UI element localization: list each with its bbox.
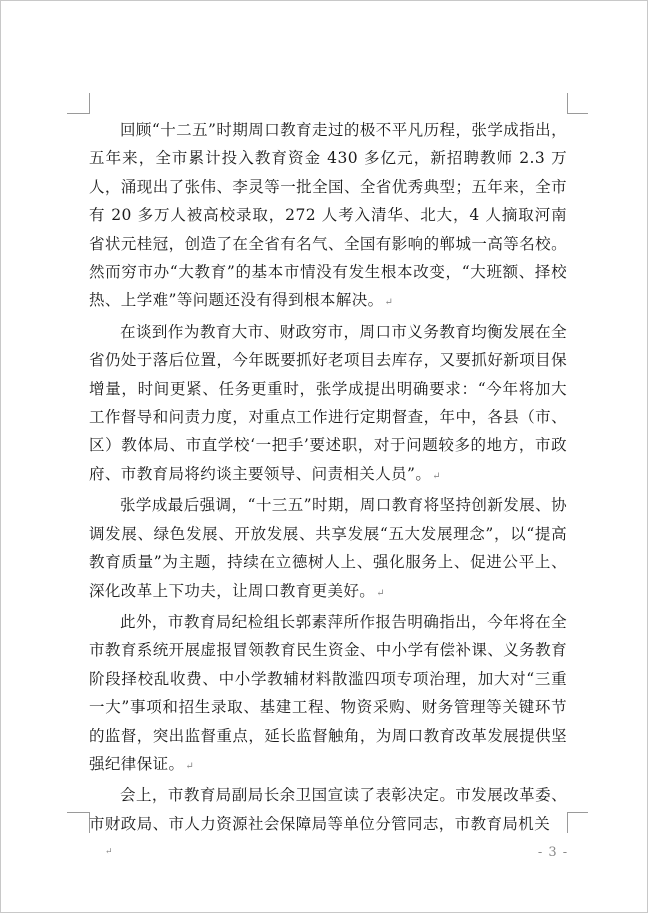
paragraph-2: [89, 318, 567, 491]
paragraph-4: [89, 608, 567, 781]
paragraph-text: 会上，市教育局副局长余卫国宣读了表彰决定。市发展改革委、市财政局、市人力资源社会保障局等单位分管同志，市教育局机关: [89, 786, 567, 833]
paragraph-mark-icon: ↵: [185, 760, 195, 772]
crop-mark-bottom-right: [567, 812, 588, 833]
footer-paragraph-mark-icon: ↵: [105, 847, 113, 857]
page-number: - 3 -: [537, 845, 569, 860]
paragraph-text: 此外，市教育局纪检组长郭素萍所作报告明确指出，今年将在全市教育系统开展虚报冒领教育民生资金、中小学有偿补课、义务教育阶段择校乱收费、中小学教辅材料散滥四项专项治理，加大对“三重一大”事项和招生录取、基建工程、物资采购、财务管理等关键环节的监督，突出监督重点，延长监督触角，为周口教育改革发展提供坚强纪律保证。: [89, 612, 567, 773]
crop-mark-bottom-left: [67, 812, 90, 833]
paragraph-mark-icon: ↵: [376, 587, 385, 599]
paragraph-text: 张学成最后强调，“十三五”时期，周口教育将坚持创新发展、协调发展、绿色发展、开放发展、共享发展“五大发展理念”，以“提高教育质量”为主题，持续在立德树人上、强化服务上、促进公平上、深化改革上下功夫，让周口教育更美好。: [89, 496, 567, 600]
crop-mark-top-right: [567, 93, 588, 114]
paragraph-text: 在谈到作为教育大市、财政穷市，周口市义务教育均衡发展在全省仍处于落后位置，今年既要抓好老项目去库存，又要抓好新项目保增量，时间更紧、任务更重时，张学成提出明确要求：“今年将加大工作督导和问责力度，对重点工作进行定期督查，年中，各县（市、区）教体局、市直学校‘一把手’要述职，对于问题较多的地方，市政府、市教育局将约谈主要领导、问责相关人员”。: [89, 322, 567, 483]
paragraph-3: [89, 491, 567, 608]
paragraph-1: [89, 116, 567, 318]
paragraph-text: 回顾“十二五”时期周口教育走过的极不平凡历程，张学成指出，五年来，全市累计投入教育资金 430 多亿元，新招聘教师 2.3 万人，涌现出了张伟、李灵等一批全国、全省优秀典型；五年来，全市有 20 多万人被高校录取，272 人考入清华、北大，4 人摘取河南省状元桂冠，创造了在全省有名气、全国有影响的郸城一高等名校。然而穷市办“大教育”的基本市情没有发生根本改变，“大班额、择校热、上学难”等问题还没有得到根本解决。: [89, 121, 567, 310]
crop-mark-top-left: [67, 93, 90, 114]
paragraph-mark-icon: ↵: [432, 470, 442, 482]
document-body[interactable]: [89, 116, 567, 838]
paragraph-5: [89, 781, 567, 838]
paragraph-mark-icon: ↵: [384, 297, 394, 309]
